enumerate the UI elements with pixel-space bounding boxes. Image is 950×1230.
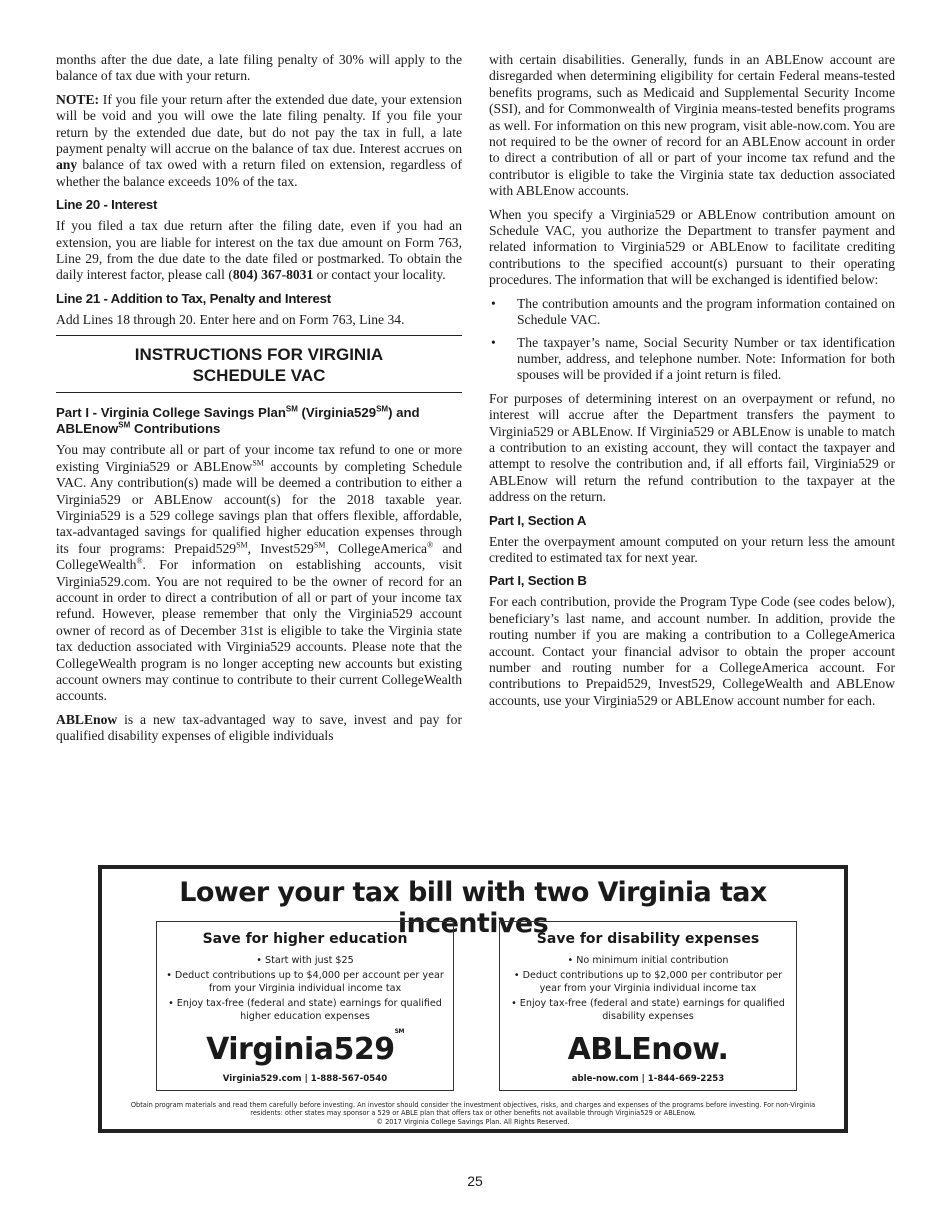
disclaimer-text: Obtain program materials and read them carefully before investing. An investor should consider the investment objectives, risks, and charges and expenses of the programs before investing. For non-Virginia residents: other states may sponsor a 529 or ABLE plan that offers tax or other benefits not available through Virginia529 or ABLEnow. <box>130 1101 816 1118</box>
list-item: • Deduct contributions up to $4,000 per account per year from your Virginia individual income tax <box>166 970 444 994</box>
line21-heading: Line 21 - Addition to Tax, Penalty and Interest <box>56 290 331 306</box>
text: If you filed a tax due return after the filing date, even if you had an extension, you are liable for interest on the tax due amount on Form 763, Line 29, from the due date to the date filed or postmarked. To obtain the daily interest factor, please call ( <box>56 218 462 283</box>
text: (Virginia529 <box>297 405 377 421</box>
text: , CollegeAmerica <box>325 540 428 556</box>
schedule-title-line2: SCHEDULE VAC <box>192 366 326 386</box>
note-label: NOTE: <box>56 91 100 107</box>
box-title: Save for disability expenses <box>536 931 760 947</box>
text: accounts by completing Schedule VAC. Any contribution(s) made will be deemed a contribution to either a Virginia529 or ABLEnow account(s) for the 2018 taxable year. Virginia529 is a 529 college savings plan that offers flexible, affordable, tax-advantaged savings for qualified higher education expenses through its four programs: Prepaid529 <box>56 458 462 556</box>
divider <box>56 392 462 393</box>
superscript: ® <box>136 556 143 566</box>
superscript: SM <box>252 458 264 468</box>
text: Part I - Virginia College Savings Plan <box>56 405 286 421</box>
benefit-list <box>157 955 453 1023</box>
text: If you file your return after the extended due date, your extension will be void and you will owe the late filing penalty. If you file your return by the extended due date, but do not pay the tax in full, a late payment penalty will accrue on the balance of tax due. Interest accrues on <box>56 91 462 157</box>
superscript: SM <box>376 404 389 414</box>
ad-title: Lower your tax bill with two Virginia tax incentives <box>179 877 767 939</box>
superscript: SM <box>285 404 298 414</box>
part1-heading <box>56 405 462 437</box>
superscript: SM <box>313 540 326 550</box>
paragraph: For purposes of determining interest on an overpayment or refund, no interest will accrue after the Department transfers the payment to Virginia529 or ABLEnow. If Virginia529 or ABLEnow is unable to match a contribution to an existing account, they will contact the taxpayer and attempt to resolve the contribution and, if all efforts fail, Virginia529 or ABLEnow will return the refund contribution to the taxpayer at the address on the return. <box>489 390 895 505</box>
line20-heading: Line 20 - Interest <box>56 197 158 213</box>
section-b-heading: Part I, Section B <box>489 573 587 589</box>
page-number: 25 <box>467 1173 483 1189</box>
paragraph: with certain disabilities. Generally, funds in an ABLEnow account are disregarded when determining eligibility for certain Federal means-tested benefits programs, such as Medicaid and Supplemental Security Income (SSI), and for Commonwealth of Virginia means-tested benefits programs as well. For information on this new program, visit able-now.com. You are not required to be the owner of record for an ABLEnow account in order to direct a contribution of all or part of your income tax refund and the contributor is eligible to take the Virginia state tax deduction associated with ABLEnow accounts. <box>489 52 895 199</box>
list-item: • The contribution amounts and the program information contained on Schedule VAC. <box>489 296 895 329</box>
list-item: • Deduct contributions up to $2,000 per contributor per year from your Virginia individual income tax <box>513 970 783 994</box>
list-item: • No minimum initial contribution <box>567 955 729 966</box>
text: You may contribute all or part of your income tax refund to one or more existing Virginia529 or ABLEnow <box>56 442 462 474</box>
superscript: SM <box>236 540 248 550</box>
ablenow-paragraph <box>56 712 462 745</box>
list-item: • Enjoy tax-free (federal and state) earnings for qualified higher education expenses <box>168 998 442 1022</box>
copyright: © 2017 Virginia College Savings Plan. All Rights Reserved. <box>376 1117 570 1126</box>
text: is a new tax-advantaged way to save, invest and pay for qualified disability expenses of eligible individuals <box>56 711 462 744</box>
line20-paragraph <box>56 218 462 284</box>
paragraph: When you specify a Virginia529 or ABLEnow contribution amount on Schedule VAC, you authorize the Department to transfer payment and related information to Virginia529 or ABLEnow to facilitate crediting contributions to the specified account(s) pursuant to their operating procedures. The information that will be exchanged is identified below: <box>489 206 895 288</box>
text: ) and ABLEnow <box>56 405 420 437</box>
ablenow-logo: ABLEnow. <box>567 1032 729 1067</box>
disclaimer <box>128 1101 818 1126</box>
list-item: • Enjoy tax-free (federal and state) earnings for qualified disability expenses <box>511 998 785 1022</box>
virginia529-logo <box>157 1028 453 1067</box>
emphasis: any <box>56 157 78 173</box>
right-column <box>489 52 895 716</box>
list-item: • The taxpayer’s name, Social Security Number or tax identification number, address, and telephone number. Note: Information for both spouses will be provided if a joint return is filed. <box>489 335 895 384</box>
part1-paragraph <box>56 442 462 705</box>
text: Contributions <box>130 421 221 437</box>
bullet-list <box>489 296 895 384</box>
line21-paragraph: Add Lines 18 through 20. Enter here and on Form 763, Line 34. <box>56 311 405 327</box>
logo-sup: SM <box>394 1028 404 1035</box>
note-paragraph <box>56 92 462 190</box>
ablenow-label: ABLEnow <box>56 711 118 727</box>
text: balance of tax owed with a return filed on extension, regardless of whether the balance exceeds 10% of the tax. <box>56 157 462 189</box>
list-item: • Start with just $25 <box>256 955 354 966</box>
text: . For information on establishing accounts, visit Virginia529.com. You are not required to be the owner of record for an account in order to direct a contribution of all or part of your income tax refund. However, please remember that only the Virginia529 account owner of record as of December 31st is eligible to take the Virginia state tax deduction associated with Virginia529 accounts. Please note that the CollegeWealth program is no longer accepting new accounts but existing account owners may continue to contribute to their current CollegeWealth accounts. <box>56 557 462 704</box>
ablenow-box <box>499 921 797 1091</box>
superscript: ® <box>427 540 434 550</box>
box-title: Save for higher education <box>202 931 408 947</box>
benefit-list <box>500 955 796 1023</box>
superscript: SM <box>118 420 131 430</box>
advertisement-box <box>98 865 848 1133</box>
text: , Invest529 <box>247 540 314 556</box>
schedule-title-line1: INSTRUCTIONS FOR VIRGINIA <box>134 345 384 365</box>
contact-info: Virginia529.com | 1-888-567-0540 <box>222 1074 388 1084</box>
left-column <box>56 52 462 752</box>
virginia529-box <box>156 921 454 1091</box>
logo-text: Virginia529 <box>206 1032 395 1067</box>
section-a-heading: Part I, Section A <box>489 512 587 528</box>
schedule-title <box>56 344 462 386</box>
text: or contact your locality. <box>313 267 446 283</box>
paragraph: months after the due date, a late filing penalty of 30% will apply to the balance of tax due with your return. <box>56 52 462 84</box>
contact-info: able-now.com | 1-844-669-2253 <box>571 1074 725 1084</box>
section-a-paragraph: Enter the overpayment amount computed on your return less the amount credited to estimated tax for next year. <box>489 533 895 565</box>
section-b-paragraph: For each contribution, provide the Program Type Code (see codes below), beneficiary’s last name, and account number. In addition, provide the routing number if you are making a contribution to a CollegeAmerica account. Contact your financial advisor to obtain the proper account number and routing number for a CollegeAmerica account. For contributions to Prepaid529, Invest529, CollegeWealth and ABLEnow accounts, use your Virginia529 or ABLEnow account number for each. <box>489 594 895 708</box>
divider <box>56 335 462 336</box>
phone-number: 804) 367-8031 <box>232 267 314 283</box>
text: and CollegeWealth <box>56 540 462 573</box>
